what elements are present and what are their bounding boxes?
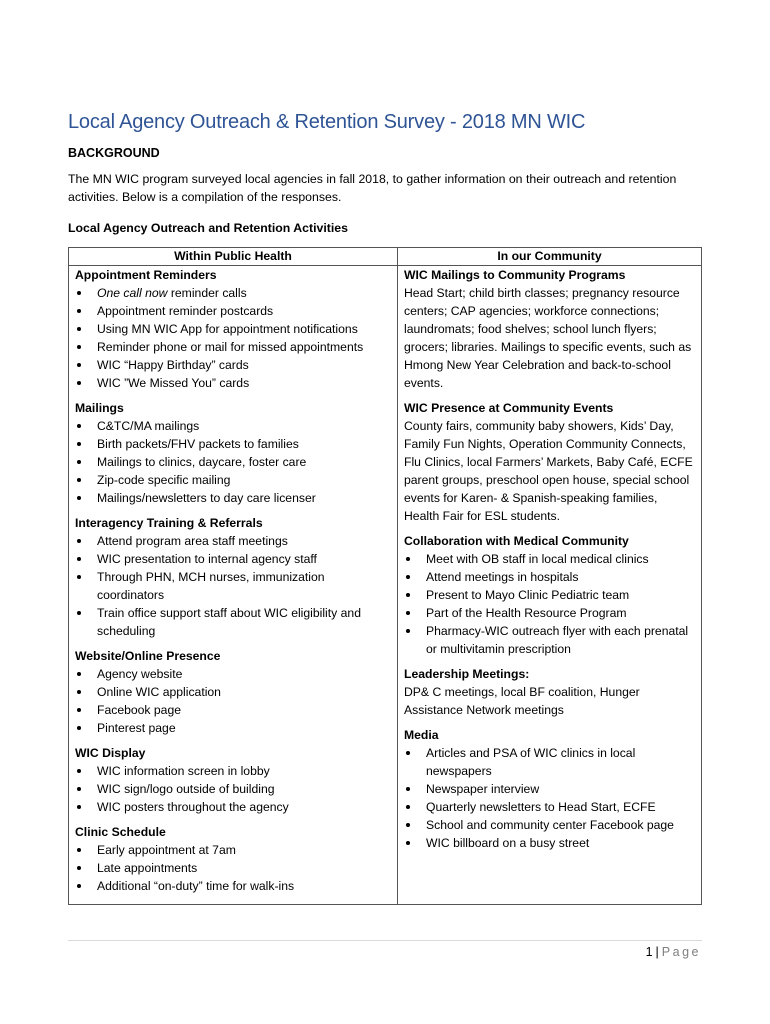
bullet-list <box>404 550 695 658</box>
group-interagency-training-referrals <box>75 514 391 640</box>
list-item: Using MN WIC App for appointment notifications <box>75 320 391 338</box>
bullet-list <box>75 532 391 640</box>
list-item: One call now reminder calls <box>75 284 391 302</box>
group-text: DP& C meetings, local BF coalition, Hunger Assistance Network meetings <box>404 685 640 717</box>
group-appointment-reminders <box>75 266 391 392</box>
bullet-list <box>75 841 391 895</box>
list-item: Mailings to clinics, daycare, foster care <box>75 453 391 471</box>
list-item: Newspaper interview <box>404 780 695 798</box>
page-number: 1 <box>645 945 653 959</box>
list-item: Facebook page <box>75 701 391 719</box>
list-item: Birth packets/FHV packets to families <box>75 435 391 453</box>
group-mailings <box>75 399 391 507</box>
group-wic-mailings-to-community-programs <box>404 266 695 392</box>
page-label: Page <box>661 945 701 959</box>
group-title: Media <box>404 728 439 742</box>
list-item: WIC posters throughout the agency <box>75 798 391 816</box>
list-item: Mailings/newsletters to day care licenser <box>75 489 391 507</box>
group-text: Head Start; child birth classes; pregnancy resource centers; CAP agencies; workforce connections; laundromats; food shelves; school lunch flyers; grocers; libraries. Mailings to specific events, such as Hmong New Year Celebration and back-to-school events. <box>404 286 692 390</box>
background-heading: BACKGROUND <box>68 146 160 160</box>
bullet-list <box>75 762 391 816</box>
list-item: Agency website <box>75 665 391 683</box>
group-wic-display <box>75 744 391 816</box>
list-item: WIC presentation to internal agency staff <box>75 550 391 568</box>
document-title: Local Agency Outreach & Retention Survey - 2018 MN WIC <box>68 111 586 133</box>
group-media <box>404 726 695 852</box>
group-text: County fairs, community baby showers, Kids’ Day, Family Fun Nights, Operation Community Connects, Flu Clinics, local Farmers’ Markets, Baby Café, ECFE parent groups, preschool open house, special school events for Karen- & Spanish-speaking families, Health Fair for ESL students. <box>404 419 693 523</box>
group-title: Appointment Reminders <box>75 268 217 282</box>
group-clinic-schedule <box>75 823 391 895</box>
list-item: Meet with OB staff in local medical clinics <box>404 550 695 568</box>
header-within-public-health: Within Public Health <box>69 248 398 266</box>
group-leadership-meetings <box>404 665 695 719</box>
list-item: Pinterest page <box>75 719 391 737</box>
list-item: Additional “on-duty” time for walk-ins <box>75 877 391 895</box>
footer-divider <box>68 940 702 941</box>
group-title: Website/Online Presence <box>75 649 221 663</box>
list-item: Present to Mayo Clinic Pediatric team <box>404 586 695 604</box>
list-item: Train office support staff about WIC eligibility and scheduling <box>75 604 391 640</box>
group-title: WIC Presence at Community Events <box>404 401 614 415</box>
section-heading: Local Agency Outreach and Retention Activities <box>68 221 348 235</box>
group-collaboration-with-medical-community <box>404 532 695 658</box>
intro-paragraph: The MN WIC program surveyed local agencies in fall 2018, to gather information on their outreach and retention activities. Below is a compilation of the responses. <box>68 172 677 204</box>
list-item: Pharmacy-WIC outreach flyer with each prenatal or multivitamin prescription <box>404 622 695 658</box>
list-item: WIC sign/logo outside of building <box>75 780 391 798</box>
list-item: School and community center Facebook page <box>404 816 695 834</box>
list-item: Online WIC application <box>75 683 391 701</box>
group-title: Interagency Training & Referrals <box>75 516 263 530</box>
bullet-list <box>75 665 391 737</box>
list-item: Articles and PSA of WIC clinics in local newspapers <box>404 744 695 780</box>
group-website-online-presence <box>75 647 391 737</box>
bullet-list <box>75 417 391 507</box>
service-name: One call now <box>97 286 168 300</box>
bullet-list <box>75 284 391 392</box>
group-title: WIC Display <box>75 746 146 760</box>
group-wic-presence-at-community-events <box>404 399 695 525</box>
list-item: Early appointment at 7am <box>75 841 391 859</box>
list-item: WIC billboard on a busy street <box>404 834 695 852</box>
list-item: C&TC/MA mailings <box>75 417 391 435</box>
group-title: Mailings <box>75 401 124 415</box>
list-item: Reminder phone or mail for missed appointments <box>75 338 391 356</box>
list-item: Part of the Health Resource Program <box>404 604 695 622</box>
activities-table <box>68 247 702 905</box>
group-title: Clinic Schedule <box>75 825 166 839</box>
list-item: Late appointments <box>75 859 391 877</box>
list-item: Attend meetings in hospitals <box>404 568 695 586</box>
list-item: WIC information screen in lobby <box>75 762 391 780</box>
community-cell <box>398 266 702 905</box>
list-item: Quarterly newsletters to Head Start, ECFE <box>404 798 695 816</box>
page-footer <box>646 945 701 959</box>
list-item: Appointment reminder postcards <box>75 302 391 320</box>
bullet-list <box>404 744 695 852</box>
group-title: WIC Mailings to Community Programs <box>404 268 626 282</box>
header-in-our-community: In our Community <box>398 248 702 266</box>
footer-separator: | <box>655 945 659 959</box>
list-item: Through PHN, MCH nurses, immunization coordinators <box>75 568 391 604</box>
list-item: Attend program area staff meetings <box>75 532 391 550</box>
group-title: Collaboration with Medical Community <box>404 534 629 548</box>
list-item: Zip-code specific mailing <box>75 471 391 489</box>
public-health-cell <box>69 266 398 905</box>
list-item: WIC ”We Missed You” cards <box>75 374 391 392</box>
group-title: Leadership Meetings: <box>404 667 530 681</box>
list-item: WIC “Happy Birthday” cards <box>75 356 391 374</box>
